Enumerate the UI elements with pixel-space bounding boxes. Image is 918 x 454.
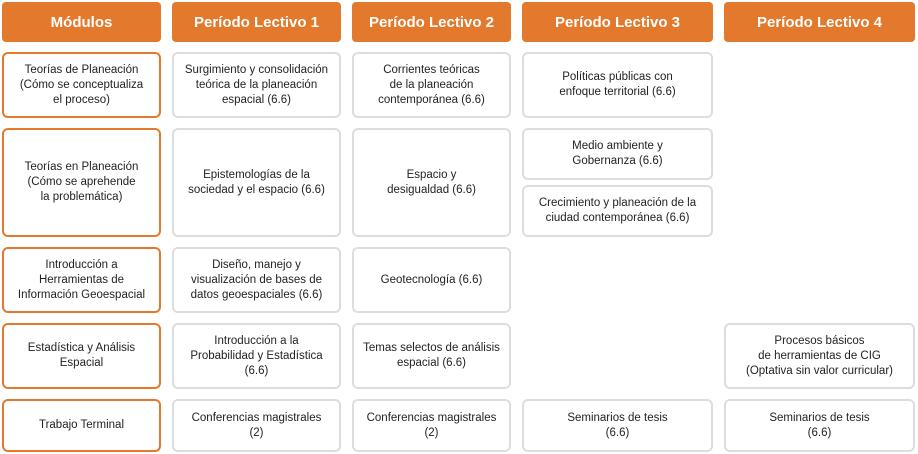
module-teorias-en-planeacion: Teorías en Planeación (Cómo se aprehende la problemática)	[2, 128, 161, 237]
module-trabajo-terminal: Trabajo Terminal	[2, 399, 161, 452]
header-periodo-2: Período Lectivo 2	[352, 2, 511, 42]
course-cell: Políticas públicas con enfoque territorial (6.6)	[522, 52, 713, 118]
course-cell: Conferencias magistrales (2)	[352, 399, 511, 452]
header-modulos: Módulos	[2, 2, 161, 42]
course-cell: Epistemologías de la sociedad y el espacio (6.6)	[172, 128, 341, 237]
course-cell: Procesos básicos de herramientas de CIG (Optativa sin valor curricular)	[724, 323, 915, 389]
course-cell: Surgimiento y consolidación teórica de la planeación espacial (6.6)	[172, 52, 341, 118]
course-cell: Seminarios de tesis (6.6)	[522, 399, 713, 452]
module-teorias-de-planeacion: Teorías de Planeación (Cómo se conceptualiza el proceso)	[2, 52, 161, 118]
header-periodo-4: Período Lectivo 4	[724, 2, 915, 42]
course-cell: Geotecnología (6.6)	[352, 247, 511, 313]
course-cell: Seminarios de tesis (6.6)	[724, 399, 915, 452]
course-cell: Diseño, manejo y visualización de bases de datos geoespaciales (6.6)	[172, 247, 341, 313]
header-periodo-1: Período Lectivo 1	[172, 2, 341, 42]
module-herramientas-geoespacial: Introducción a Herramientas de Información Geoespacial	[2, 247, 161, 313]
course-cell: Espacio y desigualdad (6.6)	[352, 128, 511, 237]
header-periodo-3: Período Lectivo 3	[522, 2, 713, 42]
course-cell: Corrientes teóricas de la planeación contemporánea (6.6)	[352, 52, 511, 118]
module-estadistica-analisis: Estadística y Análisis Espacial	[2, 323, 161, 389]
course-cell: Medio ambiente y Gobernanza (6.6)	[522, 128, 713, 180]
course-cell: Crecimiento y planeación de la ciudad contemporánea (6.6)	[522, 185, 713, 237]
course-cell: Temas selectos de análisis espacial (6.6)	[352, 323, 511, 389]
course-cell: Conferencias magistrales (2)	[172, 399, 341, 452]
course-cell: Introducción a la Probabilidad y Estadística (6.6)	[172, 323, 341, 389]
